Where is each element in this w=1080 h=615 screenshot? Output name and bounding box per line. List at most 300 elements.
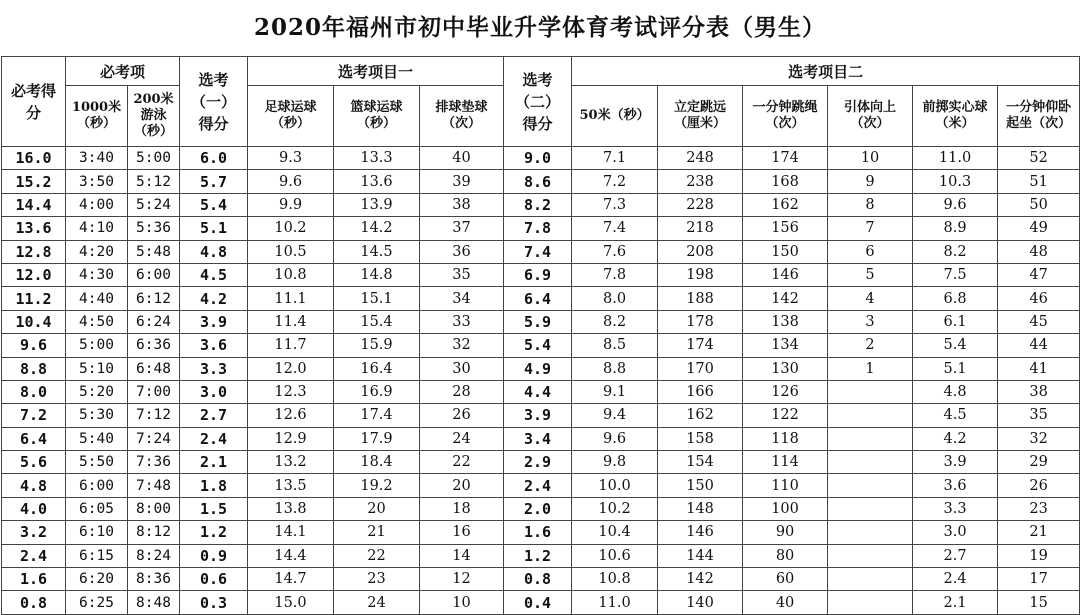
table-cell: 8:36 [128, 568, 180, 591]
table-cell: 20 [420, 474, 504, 497]
table-cell: 178 [658, 310, 743, 333]
table-cell: 8.5 [572, 334, 658, 357]
table-cell: 2.4 [2, 544, 66, 567]
table-cell: 1.6 [504, 521, 572, 544]
table-cell: 3.6 [913, 474, 998, 497]
table-cell: 4:50 [66, 310, 128, 333]
table-cell: 38 [420, 193, 504, 216]
table-row [2, 404, 1080, 427]
table-cell: 130 [743, 357, 828, 380]
table-cell: 174 [658, 334, 743, 357]
table-cell: 17.4 [334, 404, 420, 427]
table-row [2, 451, 1080, 474]
table-cell: 228 [658, 193, 743, 216]
table-cell: 11.0 [913, 147, 998, 170]
table-cell: 9.3 [248, 147, 334, 170]
table-cell: 3:50 [66, 170, 128, 193]
table-cell: 7.1 [572, 147, 658, 170]
table-cell: 2.4 [504, 474, 572, 497]
table-cell: 9.9 [248, 193, 334, 216]
table-cell: 7.4 [572, 217, 658, 240]
table-cell: 2.1 [913, 591, 998, 614]
table-cell [828, 497, 913, 520]
table-cell: 5.4 [180, 193, 248, 216]
table-row [2, 427, 1080, 450]
header-rope-skip: 一分钟跳绳 （次） [743, 86, 828, 147]
header-elective2-group: 选考项目二 [572, 57, 1080, 86]
table-cell: 198 [658, 263, 743, 286]
table-cell: 7.2 [2, 404, 66, 427]
table-cell [828, 427, 913, 450]
table-cell: 6:25 [66, 591, 128, 614]
table-cell: 21 [998, 521, 1080, 544]
table-cell: 4.5 [913, 404, 998, 427]
table-cell: 8.8 [572, 357, 658, 380]
table-cell: 6.4 [504, 287, 572, 310]
table-cell: 168 [743, 170, 828, 193]
table-cell: 50 [998, 193, 1080, 216]
table-cell: 22 [334, 544, 420, 567]
table-row [2, 310, 1080, 333]
header-required-group: 必考项 [66, 57, 180, 86]
table-cell: 114 [743, 451, 828, 474]
table-cell: 6.0 [180, 147, 248, 170]
table-cell: 37 [420, 217, 504, 240]
table-cell: 12.6 [248, 404, 334, 427]
table-cell: 40 [743, 591, 828, 614]
table-cell: 36 [420, 240, 504, 263]
table-cell: 9.4 [572, 404, 658, 427]
table-cell: 12.9 [248, 427, 334, 450]
table-cell: 10.8 [572, 568, 658, 591]
table-cell: 4.8 [2, 474, 66, 497]
table-cell: 20 [334, 497, 420, 520]
table-cell: 19 [998, 544, 1080, 567]
table-row [2, 544, 1080, 567]
table-cell: 154 [658, 451, 743, 474]
table-cell: 9.6 [2, 334, 66, 357]
table-cell: 144 [658, 544, 743, 567]
header-1000m: 1000米 （秒） [66, 86, 128, 147]
table-cell: 6:24 [128, 310, 180, 333]
table-cell: 5.4 [504, 334, 572, 357]
header-elective1-group: 选考项目一 [248, 57, 504, 86]
table-cell: 4:10 [66, 217, 128, 240]
table-cell: 1.5 [180, 497, 248, 520]
table-cell: 6:10 [66, 521, 128, 544]
table-cell: 22 [420, 451, 504, 474]
table-cell: 142 [658, 568, 743, 591]
table-cell: 23 [998, 497, 1080, 520]
table-cell: 15.4 [334, 310, 420, 333]
header-required-score: 必考得 分 [2, 57, 66, 147]
table-cell: 5:30 [66, 404, 128, 427]
table-cell: 2.7 [913, 544, 998, 567]
table-row [2, 334, 1080, 357]
table-row [2, 170, 1080, 193]
table-cell: 7.8 [504, 217, 572, 240]
table-cell: 11.0 [572, 591, 658, 614]
table-cell: 60 [743, 568, 828, 591]
table-cell: 26 [998, 474, 1080, 497]
table-cell: 4 [828, 287, 913, 310]
table-cell: 40 [420, 147, 504, 170]
table-cell: 26 [420, 404, 504, 427]
table-cell: 5:50 [66, 451, 128, 474]
table-cell: 8.2 [504, 193, 572, 216]
table-cell: 18 [420, 497, 504, 520]
table-cell: 34 [420, 287, 504, 310]
table-cell: 6:15 [66, 544, 128, 567]
table-cell: 4.5 [180, 263, 248, 286]
table-cell: 10.2 [572, 497, 658, 520]
table-cell [828, 544, 913, 567]
table-cell: 5:00 [128, 147, 180, 170]
table-cell: 9.6 [248, 170, 334, 193]
table-cell: 138 [743, 310, 828, 333]
table-cell: 16.4 [334, 357, 420, 380]
table-cell: 5:36 [128, 217, 180, 240]
table-cell: 10.6 [572, 544, 658, 567]
table-cell: 49 [998, 217, 1080, 240]
table-cell: 1.6 [2, 568, 66, 591]
table-cell: 38 [998, 380, 1080, 403]
table-cell: 45 [998, 310, 1080, 333]
table-cell: 5:40 [66, 427, 128, 450]
table-cell: 7:36 [128, 451, 180, 474]
table-cell: 8.9 [913, 217, 998, 240]
table-cell: 8:24 [128, 544, 180, 567]
table-cell: 12.8 [2, 240, 66, 263]
table-cell: 0.9 [180, 544, 248, 567]
table-cell: 5:10 [66, 357, 128, 380]
table-cell: 47 [998, 263, 1080, 286]
table-cell: 4:00 [66, 193, 128, 216]
table-cell: 162 [743, 193, 828, 216]
header-medicine-ball: 前掷实心球 （米） [913, 86, 998, 147]
table-cell: 8.0 [572, 287, 658, 310]
table-cell: 13.9 [334, 193, 420, 216]
table-cell: 10.3 [913, 170, 998, 193]
table-cell: 6.4 [2, 427, 66, 450]
table-cell: 14.2 [334, 217, 420, 240]
table-cell: 13.3 [334, 147, 420, 170]
table-cell: 44 [998, 334, 1080, 357]
table-cell: 6 [828, 240, 913, 263]
table-cell: 7 [828, 217, 913, 240]
table-cell: 8.2 [913, 240, 998, 263]
table-cell: 1.2 [180, 521, 248, 544]
table-cell: 4.0 [2, 497, 66, 520]
table-cell: 1.8 [180, 474, 248, 497]
table-cell: 3.0 [180, 380, 248, 403]
table-cell: 156 [743, 217, 828, 240]
table-cell: 7.2 [572, 170, 658, 193]
table-row [2, 240, 1080, 263]
table-cell: 174 [743, 147, 828, 170]
table-cell: 24 [334, 591, 420, 614]
table-cell: 166 [658, 380, 743, 403]
table-cell: 15.0 [248, 591, 334, 614]
table-cell: 162 [658, 404, 743, 427]
table-cell [828, 521, 913, 544]
table-cell: 122 [743, 404, 828, 427]
table-cell: 13.5 [248, 474, 334, 497]
table-cell: 0.6 [180, 568, 248, 591]
table-cell: 5.1 [180, 217, 248, 240]
table-cell: 150 [658, 474, 743, 497]
table-cell: 2.1 [180, 451, 248, 474]
table-cell: 4.4 [504, 380, 572, 403]
table-cell: 7.3 [572, 193, 658, 216]
table-cell: 2.7 [180, 404, 248, 427]
table-cell: 15 [998, 591, 1080, 614]
table-cell: 12.3 [248, 380, 334, 403]
table-cell: 51 [998, 170, 1080, 193]
table-cell: 13.2 [248, 451, 334, 474]
table-cell: 3.9 [180, 310, 248, 333]
table-cell: 11.2 [2, 287, 66, 310]
table-cell: 5.6 [2, 451, 66, 474]
table-cell: 14.1 [248, 521, 334, 544]
table-cell: 15.9 [334, 334, 420, 357]
table-cell: 11.1 [248, 287, 334, 310]
table-cell: 30 [420, 357, 504, 380]
table-row [2, 357, 1080, 380]
table-cell: 8:12 [128, 521, 180, 544]
table-cell: 2.4 [180, 427, 248, 450]
table-cell: 0.8 [2, 591, 66, 614]
table-cell: 10.5 [248, 240, 334, 263]
table-cell [828, 474, 913, 497]
table-cell: 9.6 [913, 193, 998, 216]
table-cell: 6.1 [913, 310, 998, 333]
header-pull-up: 引体向上 （次） [828, 86, 913, 147]
table-cell: 8.0 [2, 380, 66, 403]
table-cell: 32 [420, 334, 504, 357]
table-cell: 52 [998, 147, 1080, 170]
table-cell: 17 [998, 568, 1080, 591]
page-title: 2020年福州市初中毕业升学体育考试评分表（男生） [253, 14, 826, 41]
table-cell: 46 [998, 287, 1080, 310]
table-cell [828, 568, 913, 591]
table-cell: 4.8 [913, 380, 998, 403]
table-cell [828, 380, 913, 403]
table-cell: 13.6 [334, 170, 420, 193]
header-basketball-dribble: 篮球运球 （秒） [334, 86, 420, 147]
table-cell: 10.4 [572, 521, 658, 544]
table-cell: 23 [334, 568, 420, 591]
table-cell [828, 404, 913, 427]
header-elective2-score: 选考 （二） 得分 [504, 57, 572, 147]
table-cell: 2.0 [504, 497, 572, 520]
table-cell: 17.9 [334, 427, 420, 450]
table-row [2, 497, 1080, 520]
table-cell: 9 [828, 170, 913, 193]
table-cell: 8.2 [572, 310, 658, 333]
table-cell [828, 591, 913, 614]
table-cell: 8:00 [128, 497, 180, 520]
header-standing-jump: 立定跳远 （厘米） [658, 86, 743, 147]
table-cell: 3.4 [504, 427, 572, 450]
table-cell: 14.8 [334, 263, 420, 286]
table-row [2, 193, 1080, 216]
table-cell: 3.3 [913, 497, 998, 520]
table-cell: 3.3 [180, 357, 248, 380]
table-cell: 4.9 [504, 357, 572, 380]
table-cell: 35 [420, 263, 504, 286]
table-cell: 12 [420, 568, 504, 591]
table-cell: 4:30 [66, 263, 128, 286]
table-cell: 4:20 [66, 240, 128, 263]
table-cell: 16.9 [334, 380, 420, 403]
table-cell [828, 451, 913, 474]
table-cell: 5.9 [504, 310, 572, 333]
table-cell: 10.2 [248, 217, 334, 240]
table-row [2, 591, 1080, 614]
table-cell: 9.6 [572, 427, 658, 450]
table-cell: 148 [658, 497, 743, 520]
table-cell: 3.9 [913, 451, 998, 474]
table-cell: 8 [828, 193, 913, 216]
table-cell: 18.4 [334, 451, 420, 474]
table-cell: 3.2 [2, 521, 66, 544]
table-cell: 24 [420, 427, 504, 450]
table-cell: 7.6 [572, 240, 658, 263]
table-row [2, 287, 1080, 310]
table-cell: 28 [420, 380, 504, 403]
score-table [1, 56, 1080, 615]
table-cell: 11.7 [248, 334, 334, 357]
table-cell: 9.8 [572, 451, 658, 474]
table-row [2, 521, 1080, 544]
table-cell: 13.8 [248, 497, 334, 520]
table-cell: 3.0 [913, 521, 998, 544]
table-cell: 248 [658, 147, 743, 170]
table-cell: 4:40 [66, 287, 128, 310]
table-cell: 3.6 [180, 334, 248, 357]
table-cell: 7:00 [128, 380, 180, 403]
table-cell: 6:12 [128, 287, 180, 310]
table-cell: 4.2 [180, 287, 248, 310]
table-cell: 5 [828, 263, 913, 286]
table-cell: 7:24 [128, 427, 180, 450]
table-cell: 7.4 [504, 240, 572, 263]
table-row [2, 217, 1080, 240]
table-cell: 80 [743, 544, 828, 567]
table-cell: 188 [658, 287, 743, 310]
table-cell: 150 [743, 240, 828, 263]
table-cell: 6:48 [128, 357, 180, 380]
table-cell: 5:00 [66, 334, 128, 357]
table-cell: 7:12 [128, 404, 180, 427]
table-cell: 0.4 [504, 591, 572, 614]
table-cell: 33 [420, 310, 504, 333]
table-cell: 4.2 [913, 427, 998, 450]
table-cell: 14 [420, 544, 504, 567]
table-cell: 146 [658, 521, 743, 544]
table-cell: 6:36 [128, 334, 180, 357]
table-cell: 118 [743, 427, 828, 450]
table-cell: 16 [420, 521, 504, 544]
table-row [2, 263, 1080, 286]
table-cell: 5:20 [66, 380, 128, 403]
header-50m: 50米（秒） [572, 86, 658, 147]
table-cell: 7:48 [128, 474, 180, 497]
table-cell: 14.7 [248, 568, 334, 591]
table-cell: 32 [998, 427, 1080, 450]
table-cell: 5.4 [913, 334, 998, 357]
table-cell: 14.5 [334, 240, 420, 263]
table-cell: 7.8 [572, 263, 658, 286]
table-cell: 0.8 [504, 568, 572, 591]
table-cell: 35 [998, 404, 1080, 427]
header-volleyball-pass: 排球垫球 （次） [420, 86, 504, 147]
table-cell: 3:40 [66, 147, 128, 170]
table-cell: 6:00 [66, 474, 128, 497]
table-cell: 13.6 [2, 217, 66, 240]
table-cell: 21 [334, 521, 420, 544]
table-cell: 100 [743, 497, 828, 520]
table-cell: 19.2 [334, 474, 420, 497]
table-cell: 6:00 [128, 263, 180, 286]
table-cell: 41 [998, 357, 1080, 380]
table-cell: 2.9 [504, 451, 572, 474]
table-cell: 140 [658, 591, 743, 614]
table-cell: 10 [420, 591, 504, 614]
table-cell: 170 [658, 357, 743, 380]
table-cell: 5:48 [128, 240, 180, 263]
table-cell: 8:48 [128, 591, 180, 614]
table-cell: 218 [658, 217, 743, 240]
table-cell: 1 [828, 357, 913, 380]
table-cell: 7.5 [913, 263, 998, 286]
table-cell: 10.0 [572, 474, 658, 497]
table-cell: 0.3 [180, 591, 248, 614]
table-cell: 90 [743, 521, 828, 544]
table-cell: 15.1 [334, 287, 420, 310]
table-cell: 9.0 [504, 147, 572, 170]
table-cell: 142 [743, 287, 828, 310]
table-cell: 5:12 [128, 170, 180, 193]
table-cell: 15.2 [2, 170, 66, 193]
table-cell: 2 [828, 334, 913, 357]
table-cell: 110 [743, 474, 828, 497]
table-row [2, 147, 1080, 170]
table-cell: 12.0 [2, 263, 66, 286]
table-row [2, 474, 1080, 497]
table-cell: 8.6 [504, 170, 572, 193]
table-cell: 4.8 [180, 240, 248, 263]
table-cell: 126 [743, 380, 828, 403]
table-cell: 2.4 [913, 568, 998, 591]
table-cell: 12.0 [248, 357, 334, 380]
table-cell: 16.0 [2, 147, 66, 170]
table-cell: 8.8 [2, 357, 66, 380]
table-cell: 3 [828, 310, 913, 333]
table-cell: 48 [998, 240, 1080, 263]
table-cell: 6.8 [913, 287, 998, 310]
header-sit-up: 一分钟仰卧 起坐（次） [998, 86, 1080, 147]
table-cell: 6:05 [66, 497, 128, 520]
table-cell: 5.7 [180, 170, 248, 193]
table-cell: 158 [658, 427, 743, 450]
table-cell: 10.8 [248, 263, 334, 286]
table-cell: 6.9 [504, 263, 572, 286]
table-cell: 29 [998, 451, 1080, 474]
table-cell: 14.4 [2, 193, 66, 216]
table-cell: 1.2 [504, 544, 572, 567]
